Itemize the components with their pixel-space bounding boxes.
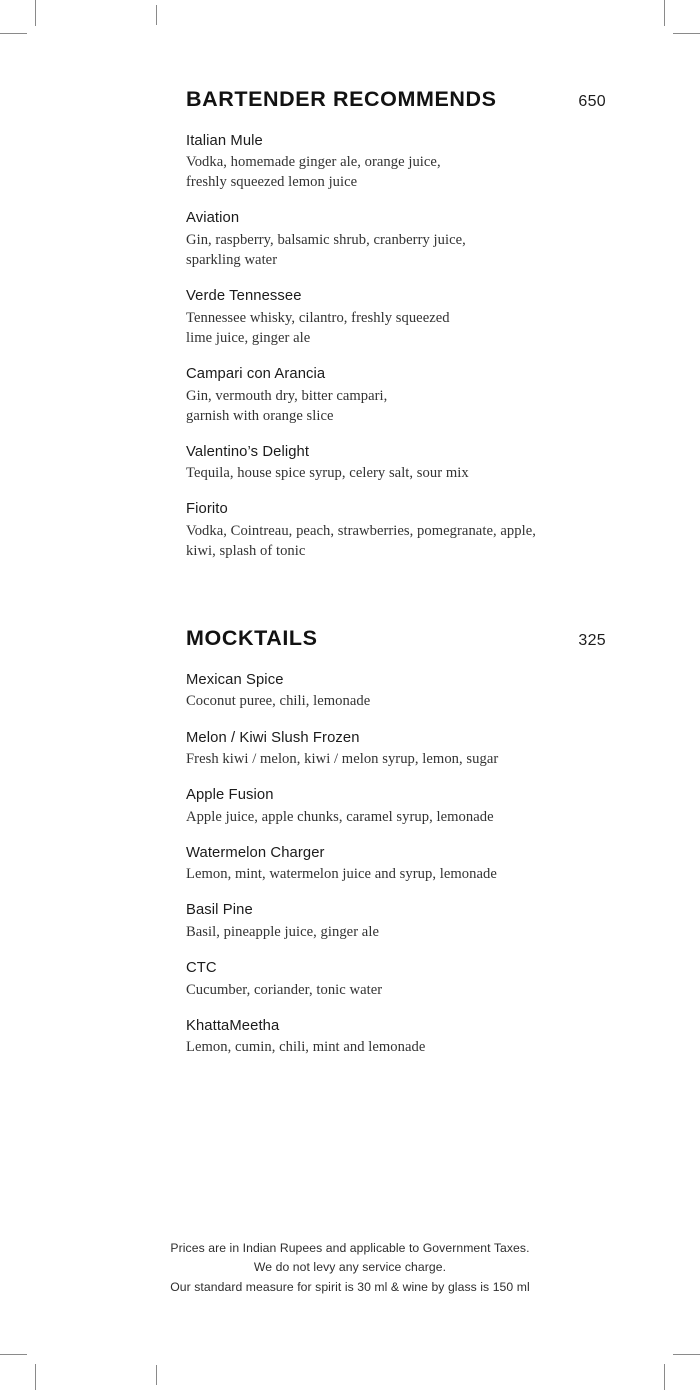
- menu-item: [186, 671, 606, 712]
- menu-item-name: Watermelon Charger: [186, 844, 325, 861]
- section-title: MOCKTAILS: [186, 626, 318, 651]
- crop-mark-bottom-left-horizontal: [0, 1354, 27, 1355]
- menu-item-description: [186, 230, 606, 270]
- description-line: Vodka, Cointreau, peach, strawberries, pomegranate, apple,: [186, 522, 536, 539]
- menu-item: [186, 901, 606, 942]
- menu-item-name: Campari con Arancia: [186, 365, 326, 382]
- menu-item-list: [186, 671, 606, 1058]
- menu-item-description: [186, 749, 606, 769]
- section-header: [186, 627, 606, 651]
- menu-item-name: Fiorito: [186, 501, 228, 518]
- description-line: Lemon, cumin, chili, mint and lemonade: [186, 1039, 426, 1056]
- menu-item-description: [186, 152, 606, 192]
- menu-section-mocktails: [186, 627, 606, 1057]
- crop-mark-top-left-vertical: [35, 0, 36, 26]
- menu-item-description: [186, 1037, 606, 1057]
- menu-item-description: [186, 691, 606, 711]
- menu-item: [186, 287, 606, 348]
- description-line: garnish with orange slice: [186, 407, 334, 424]
- menu-item: [186, 1017, 606, 1058]
- description-line: kiwi, splash of tonic: [186, 543, 306, 560]
- menu-footer-note: [0, 1239, 700, 1297]
- menu-item-name: CTC: [186, 960, 217, 977]
- menu-item-name: KhattaMeetha: [186, 1017, 280, 1034]
- description-line: Tennessee whisky, cilantro, freshly squeezed: [186, 309, 450, 326]
- section-header: [186, 88, 606, 112]
- menu-item: [186, 132, 606, 193]
- footer-line: Our standard measure for spirit is 30 ml & wine by glass is 150 ml: [170, 1279, 530, 1294]
- footer-line: We do not levy any service charge.: [253, 1260, 447, 1275]
- menu-item-description: [186, 463, 606, 483]
- description-line: Cucumber, coriander, tonic water: [186, 981, 383, 998]
- crop-mark-top-right-vertical: [664, 0, 665, 26]
- menu-item-name: Valentino’s Delight: [186, 443, 310, 460]
- footer-line: Prices are in Indian Rupees and applicable to Government Taxes.: [170, 1241, 530, 1255]
- crop-mark-top-center-tick: [156, 5, 157, 25]
- menu-item-description: [186, 521, 606, 561]
- menu-item-description: [186, 864, 606, 884]
- description-line: Basil, pineapple juice, ginger ale: [186, 924, 379, 940]
- section-price: 650: [578, 93, 606, 110]
- crop-mark-bottom-right-vertical: [664, 1364, 665, 1390]
- menu-item: [186, 365, 606, 426]
- crop-mark-bottom-right-horizontal: [673, 1354, 700, 1355]
- menu-item-name: Basil Pine: [186, 902, 253, 919]
- description-line: sparkling water: [186, 252, 278, 269]
- menu-item-name: Apple Fusion: [186, 787, 274, 804]
- menu-item: [186, 959, 606, 1000]
- crop-mark-bottom-center-tick: [156, 1365, 157, 1385]
- description-line: Gin, raspberry, balsamic shrub, cranberry juice,: [186, 231, 466, 248]
- crop-mark-bottom-left-vertical: [35, 1364, 36, 1390]
- menu-item-name: Mexican Spice: [186, 671, 284, 688]
- menu-item-name: Melon / Kiwi Slush Frozen: [186, 729, 360, 746]
- menu-item-name: Italian Mule: [186, 132, 263, 149]
- description-line: Fresh kiwi / melon, kiwi / melon syrup, lemon, sugar: [186, 751, 499, 768]
- menu-content: [186, 88, 606, 1057]
- description-line: Lemon, mint, watermelon juice and syrup, lemonade: [186, 866, 497, 883]
- description-line: Tequila, house spice syrup, celery salt, sour mix: [186, 465, 469, 482]
- description-line: lime juice, ginger ale: [186, 329, 311, 346]
- menu-item: [186, 786, 606, 827]
- menu-item-name: Verde Tennessee: [186, 288, 302, 305]
- menu-item-description: [186, 308, 606, 348]
- menu-item-description: [186, 922, 606, 942]
- description-line: freshly squeezed lemon juice: [186, 174, 358, 191]
- menu-item-name: Aviation: [186, 210, 240, 227]
- menu-section-bartender-recommends: [186, 88, 606, 561]
- crop-mark-top-left-horizontal: [0, 33, 27, 34]
- menu-item: [186, 209, 606, 270]
- crop-mark-top-right-horizontal: [673, 33, 700, 34]
- description-line: Coconut puree, chili, lemonade: [186, 693, 371, 710]
- menu-item-description: [186, 980, 606, 1000]
- description-line: Vodka, homemade ginger ale, orange juice,: [186, 154, 441, 171]
- menu-item-description: [186, 386, 606, 426]
- section-title: BARTENDER RECOMMENDS: [186, 87, 497, 111]
- menu-item-description: [186, 807, 606, 827]
- menu-item: [186, 443, 606, 484]
- menu-item: [186, 844, 606, 885]
- menu-item: [186, 729, 606, 770]
- description-line: Gin, vermouth dry, bitter campari,: [186, 387, 388, 404]
- section-price: 325: [578, 632, 606, 650]
- menu-item: [186, 500, 606, 561]
- menu-item-list: [186, 132, 606, 562]
- description-line: Apple juice, apple chunks, caramel syrup, lemonade: [186, 808, 494, 825]
